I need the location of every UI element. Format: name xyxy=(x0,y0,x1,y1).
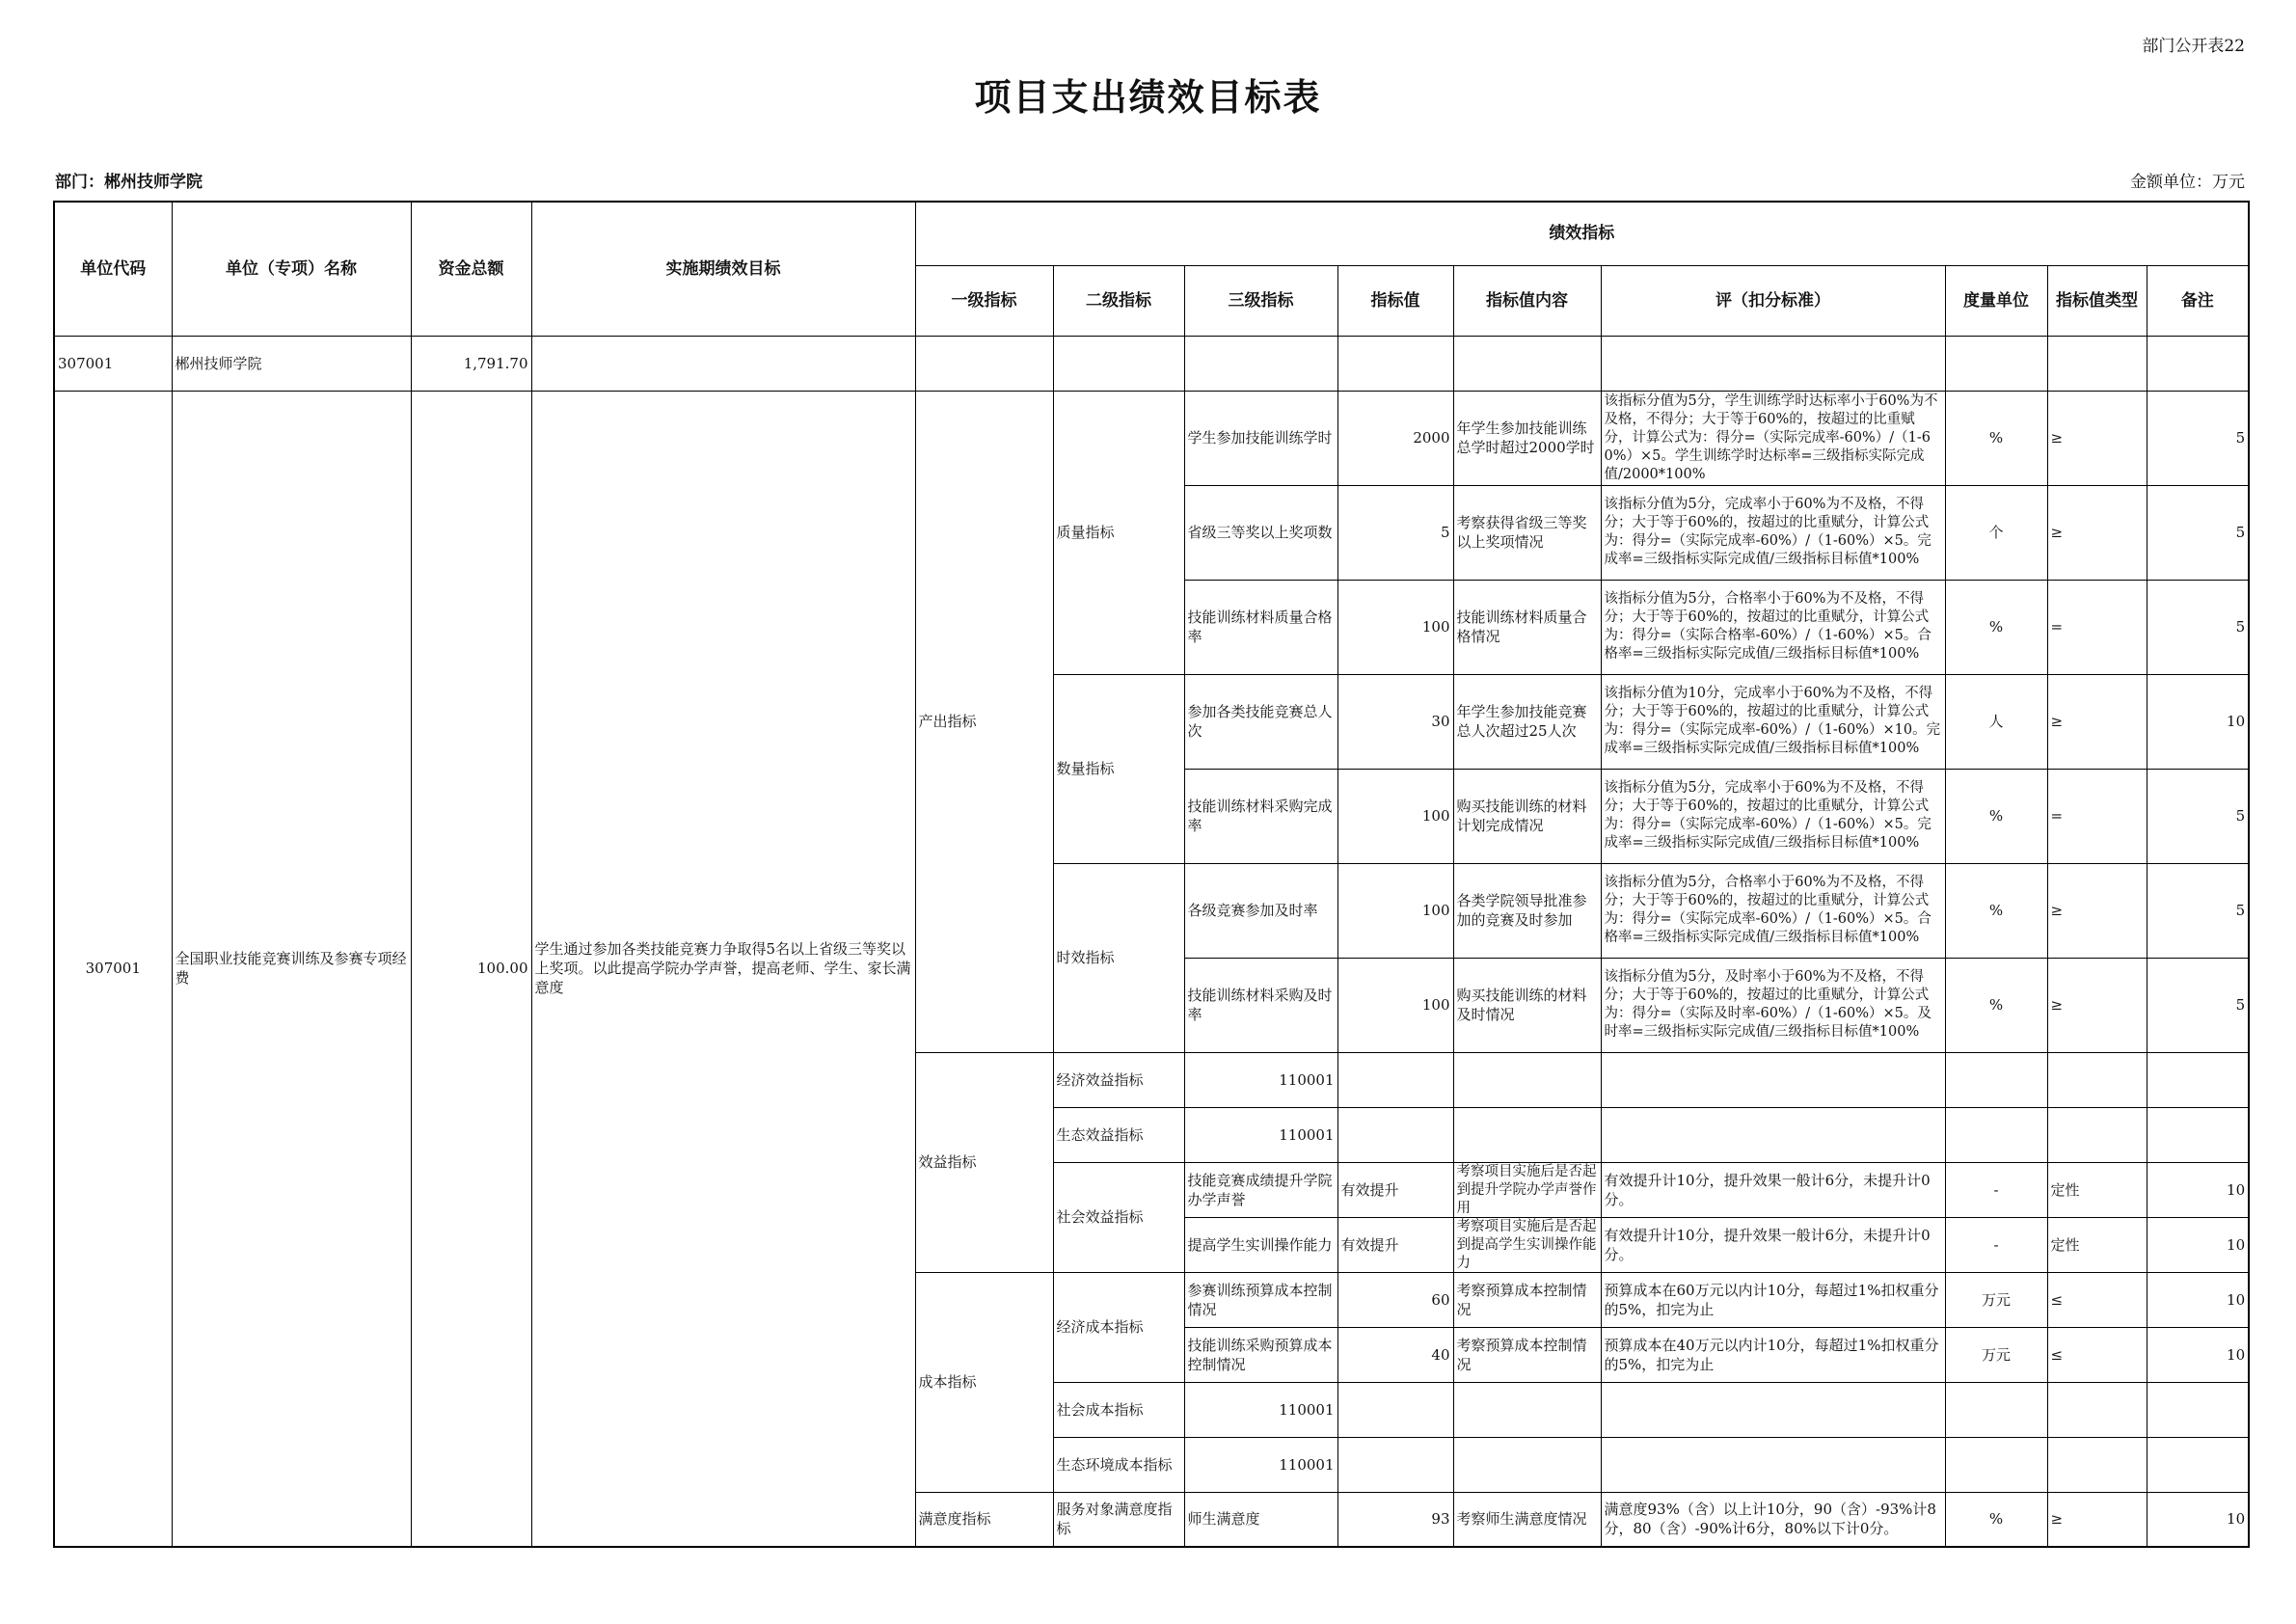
value-content-cell: 各类学院领导批准参加的竞赛及时参加 xyxy=(1453,863,1601,958)
remark-cell: 10 xyxy=(2147,1327,2249,1382)
header-level3: 三级指标 xyxy=(1184,265,1337,336)
level3-cell: 110001 xyxy=(1184,1437,1337,1492)
type-cell: ≥ xyxy=(2047,863,2147,958)
unit-cell: % xyxy=(1945,580,2047,674)
type-cell: = xyxy=(2047,580,2147,674)
level3-cell: 参赛训练预算成本控制情况 xyxy=(1184,1272,1337,1327)
value-cell: 5 xyxy=(1337,485,1453,580)
value-cell: 40 xyxy=(1337,1327,1453,1382)
header-performance-indicators: 绩效指标 xyxy=(915,202,2249,265)
type-cell: 定性 xyxy=(2047,1162,2147,1217)
value-cell: 60 xyxy=(1337,1272,1453,1327)
criteria-cell: 有效提升计10分，提升效果一般计6分，未提升计0分。 xyxy=(1601,1162,1945,1217)
criteria-cell: 该指标分值为5分，学生训练学时达标率小于60%为不及格，不得分；大于等于60%的，按超过的比重赋分，计算公式为：得分=（实际完成率-60%）/（1-60%）×5。学生训练学时达标率=三级指标实际完成值/2000*100% xyxy=(1604,392,1938,482)
project-code: 307001 xyxy=(54,391,172,1547)
unit-cell: % xyxy=(1945,769,2047,863)
value-cell: 100 xyxy=(1337,580,1453,674)
remark-cell: 10 xyxy=(2147,1492,2249,1547)
header-total-funds: 资金总额 xyxy=(411,202,531,336)
header-unit-code: 单位代码 xyxy=(54,202,172,336)
project-amount: 100.00 xyxy=(411,391,531,1547)
remark-cell: 5 xyxy=(2147,485,2249,580)
value-content-cell: 购买技能训练的材料及时情况 xyxy=(1453,958,1601,1052)
criteria-cell: 该指标分值为5分，合格率小于60%为不及格，不得分；大于等于60%的，按超过的比重赋分，计算公式为：得分=（实际合格率-60%）/（1-60%）×5。合格率=三级指标实际完成值/三级指标目标值*100% xyxy=(1604,591,1931,662)
remark-cell: 10 xyxy=(2147,1162,2249,1217)
criteria-cell: 预算成本在40万元以内计10分，每超过1%扣权重分的5%，扣完为止 xyxy=(1601,1327,1945,1382)
unit-cell: 人 xyxy=(1945,674,2047,769)
level1-satisfaction: 满意度指标 xyxy=(915,1492,1053,1547)
level3-cell: 提高学生实训操作能力 xyxy=(1184,1217,1337,1272)
header-level1: 一级指标 xyxy=(915,265,1053,336)
unit-cell: % xyxy=(1945,958,2047,1052)
table-row xyxy=(54,391,2249,485)
level3-cell: 省级三等奖以上奖项数 xyxy=(1184,485,1337,580)
value-content-cell: 考察获得省级三等奖以上奖项情况 xyxy=(1453,485,1601,580)
level3-cell: 技能竞赛成绩提升学院办学声誉 xyxy=(1184,1162,1337,1217)
level3-cell: 技能训练材料采购完成率 xyxy=(1184,769,1337,863)
level2-eco-cost: 生态环境成本指标 xyxy=(1053,1437,1184,1492)
value-cell: 有效提升 xyxy=(1337,1162,1453,1217)
criteria-cell: 该指标分值为5分，合格率小于60%为不及格，不得分；大于等于60%的，按超过的比重赋分，计算公式为：得分=（实际完成率-60%）/（1-60%）×5。合格率=三级指标实际完成值/三级指标目标值*100% xyxy=(1604,875,1931,945)
type-cell: ≥ xyxy=(2047,485,2147,580)
type-cell: 定性 xyxy=(2047,1217,2147,1272)
header-value-type: 指标值类型 xyxy=(2047,265,2147,336)
remark-cell: 5 xyxy=(2147,958,2249,1052)
unit-cell: 万元 xyxy=(1945,1272,2047,1327)
criteria-cell: 该指标分值为5分，完成率小于60%为不及格，不得分；大于等于60%的，按超过的比重赋分，计算公式为：得分=（实际完成率-60%）/（1-60%）×5。完成率=三级指标实际完成值/三级指标目标值*100% xyxy=(1604,780,1931,851)
type-cell: ≤ xyxy=(2047,1272,2147,1327)
remark-cell: 5 xyxy=(2147,863,2249,958)
remark-cell: 5 xyxy=(2147,391,2249,485)
level2-econ-benefit: 经济效益指标 xyxy=(1053,1052,1184,1107)
criteria-cell: 满意度93%（含）以上计10分，90（含）-93%计8分，80（含）-90%计6分，80%以下计0分。 xyxy=(1601,1492,1945,1547)
type-cell: ≥ xyxy=(2047,1492,2147,1547)
remark-cell: 5 xyxy=(2147,580,2249,674)
remark-cell: 10 xyxy=(2147,674,2249,769)
level3-cell: 110001 xyxy=(1184,1107,1337,1162)
remark-cell: 10 xyxy=(2147,1217,2249,1272)
level3-cell: 技能训练材料质量合格率 xyxy=(1184,580,1337,674)
criteria-cell: 有效提升计10分，提升效果一般计6分，未提升计0分。 xyxy=(1601,1217,1945,1272)
remark-cell: 10 xyxy=(2147,1272,2249,1327)
type-cell: ≥ xyxy=(2047,674,2147,769)
value-content-cell: 技能训练材料质量合格情况 xyxy=(1453,580,1601,674)
type-cell: = xyxy=(2047,769,2147,863)
summary-name: 郴州技师学院 xyxy=(172,336,411,391)
level2-quantity: 数量指标 xyxy=(1053,674,1184,863)
criteria-cell: 该指标分值为10分，完成率小于60%为不及格，不得分；大于等于60%的，按超过的比重赋分，计算公式为：得分=（实际完成率-60%）/（1-60%）×10。完成率=三级指标实际完成值/三级指标目标值*100% xyxy=(1604,686,1941,756)
level3-cell: 110001 xyxy=(1184,1052,1337,1107)
summary-amount: 1,791.70 xyxy=(411,336,531,391)
remark-cell: 5 xyxy=(2147,769,2249,863)
table-number-label: 部门公开表22 xyxy=(2142,37,2245,56)
unit-cell: % xyxy=(1945,863,2047,958)
header-unit-name: 单位（专项）名称 xyxy=(172,202,411,336)
value-cell: 100 xyxy=(1337,958,1453,1052)
level2-quality: 质量指标 xyxy=(1053,391,1184,674)
level3-cell: 师生满意度 xyxy=(1184,1492,1337,1547)
unit-cell: 个 xyxy=(1945,485,2047,580)
type-cell: ≥ xyxy=(2047,391,2147,485)
criteria-cell: 该指标分值为5分，完成率小于60%为不及格，不得分；大于等于60%的，按超过的比重赋分，计算公式为：得分=（实际完成率-60%）/（1-60%）×5。完成率=三级指标实际完成值/三级指标目标值*100% xyxy=(1604,497,1931,567)
level2-eco-benefit: 生态效益指标 xyxy=(1053,1107,1184,1162)
header-measure-unit: 度量单位 xyxy=(1945,265,2047,336)
header-level2: 二级指标 xyxy=(1053,265,1184,336)
level2-social-cost: 社会成本指标 xyxy=(1053,1382,1184,1437)
header-criteria: 评（扣分标准） xyxy=(1601,265,1945,336)
value-content-cell: 购买技能训练的材料计划完成情况 xyxy=(1453,769,1601,863)
level2-social-benefit: 社会效益指标 xyxy=(1053,1162,1184,1272)
value-cell: 100 xyxy=(1337,769,1453,863)
level3-cell: 参加各类技能竞赛总人次 xyxy=(1184,674,1337,769)
level3-cell: 110001 xyxy=(1184,1382,1337,1437)
value-content-cell: 考察师生满意度情况 xyxy=(1453,1492,1601,1547)
header-goal: 实施期绩效目标 xyxy=(531,202,915,336)
value-cell: 30 xyxy=(1337,674,1453,769)
value-cell: 有效提升 xyxy=(1337,1217,1453,1272)
unit-cell: - xyxy=(1945,1217,2047,1272)
value-cell: 100 xyxy=(1337,863,1453,958)
level3-cell: 技能训练材料采购及时率 xyxy=(1184,958,1337,1052)
level3-cell: 技能训练采购预算成本控制情况 xyxy=(1184,1327,1337,1382)
amount-unit-label: 金额单位：万元 xyxy=(2130,173,2245,192)
level3-cell: 各级竞赛参加及时率 xyxy=(1184,863,1337,958)
level2-econ-cost: 经济成本指标 xyxy=(1053,1272,1184,1382)
level2-timeliness: 时效指标 xyxy=(1053,863,1184,1052)
level3-cell: 学生参加技能训练学时 xyxy=(1184,391,1337,485)
summary-code: 307001 xyxy=(54,336,172,391)
value-content-cell: 年学生参加技能训练总学时超过2000学时 xyxy=(1453,391,1601,485)
unit-cell: - xyxy=(1945,1162,2047,1217)
value-content-cell: 年学生参加技能竞赛总人次超过25人次 xyxy=(1453,674,1601,769)
type-cell: ≥ xyxy=(2047,958,2147,1052)
unit-cell: % xyxy=(1945,391,2047,485)
value-cell: 2000 xyxy=(1337,391,1453,485)
criteria-cell: 该指标分值为5分，及时率小于60%为不及格，不得分；大于等于60%的，按超过的比重赋分，计算公式为：得分=（实际及时率-60%）/（1-60%）×5。及时率=三级指标实际完成值/三级指标目标值*100% xyxy=(1604,969,1931,1040)
performance-table xyxy=(53,201,2250,1548)
unit-cell: % xyxy=(1945,1492,2047,1547)
project-name: 全国职业技能竞赛训练及参赛专项经费 xyxy=(172,391,411,1547)
value-content-cell: 考察预算成本控制情况 xyxy=(1453,1327,1601,1382)
criteria-cell: 预算成本在60万元以内计10分，每超过1%扣权重分的5%，扣完为止 xyxy=(1601,1272,1945,1327)
value-content-cell: 考察预算成本控制情况 xyxy=(1453,1272,1601,1327)
header-value: 指标值 xyxy=(1337,265,1453,336)
type-cell: ≤ xyxy=(2047,1327,2147,1382)
value-content-cell: 考察项目实施后是否起到提高学生实训操作能力 xyxy=(1456,1219,1597,1271)
value-content-cell: 考察项目实施后是否起到提升学院办学声誉作用 xyxy=(1456,1164,1597,1216)
level1-output: 产出指标 xyxy=(915,391,1053,1052)
table-row xyxy=(54,336,2249,391)
level1-cost: 成本指标 xyxy=(915,1272,1053,1492)
header-value-content: 指标值内容 xyxy=(1453,265,1601,336)
header-remark: 备注 xyxy=(2147,265,2249,336)
department-label: 部门：郴州技师学院 xyxy=(55,173,203,192)
project-goal: 学生通过参加各类技能竞赛力争取得5名以上省级三等奖以上奖项。以此提高学院办学声誉，提高老师、学生、家长满意度 xyxy=(531,391,915,1547)
value-cell: 93 xyxy=(1337,1492,1453,1547)
level1-benefit: 效益指标 xyxy=(915,1052,1053,1272)
unit-cell: 万元 xyxy=(1945,1327,2047,1382)
level2-service-satisfaction: 服务对象满意度指标 xyxy=(1053,1492,1184,1547)
page-title: 项目支出绩效目标表 xyxy=(974,76,1322,119)
